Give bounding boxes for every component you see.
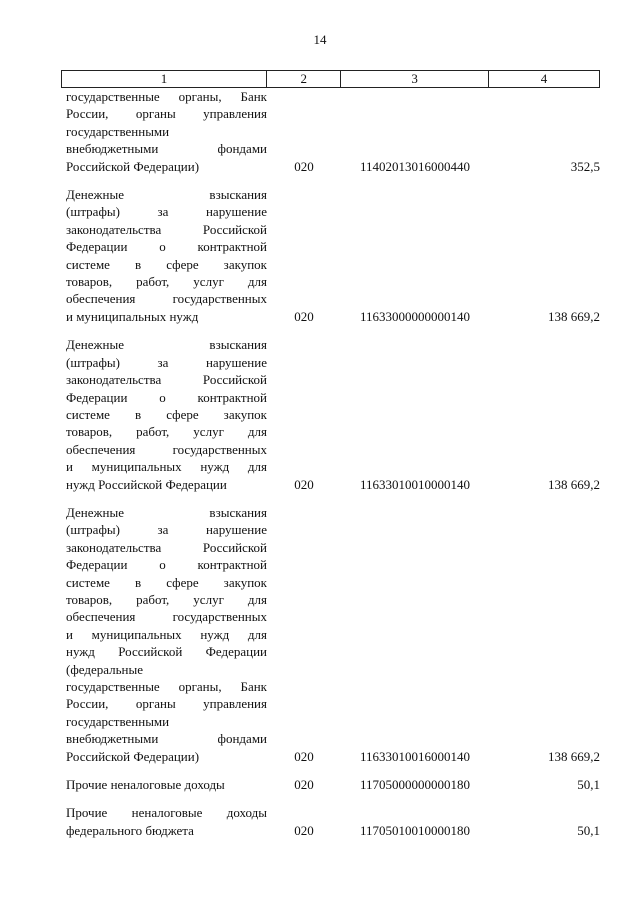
description-line: товаров, работ, услуг для — [66, 424, 267, 440]
row-code: 020 — [294, 476, 314, 492]
description-line: нужд Российской Федерации — [66, 476, 227, 492]
row-code: 020 — [294, 308, 314, 324]
row-code: 020 — [294, 158, 314, 174]
row-amount: 138 669,2 — [548, 308, 600, 324]
row-kbk: 11402013016000440 — [359, 158, 471, 174]
row-description — [61, 804, 267, 839]
column-header-1: 1 — [62, 71, 267, 88]
description-line: законодательства Российской — [66, 539, 267, 555]
description-line: нужд Российской Федерации — [66, 644, 267, 660]
row-amount: 138 669,2 — [548, 476, 600, 492]
description-line: государственными — [66, 713, 170, 729]
description-line: обеспечения государственных — [66, 609, 267, 625]
row-description — [61, 186, 267, 325]
description-line: России, органы управления — [66, 106, 267, 122]
description-line: системе в сфере закупок — [66, 256, 267, 272]
description-line: внебюджетными фондами — [66, 731, 267, 747]
description-line: (штрафы) за нарушение — [66, 522, 267, 538]
column-header-4: 4 — [488, 71, 599, 88]
description-line: законодательства Российской — [66, 221, 267, 237]
row-kbk: 11633010010000140 — [359, 476, 471, 492]
description-line: Прочие неналоговые доходы — [66, 805, 267, 821]
table-row — [61, 336, 600, 493]
description-line: внебюджетными фондами — [66, 141, 267, 157]
row-kbk: 11633000000000140 — [359, 308, 471, 324]
column-header-3: 3 — [341, 71, 489, 88]
page-number: 14 — [313, 32, 327, 47]
description-line: (федеральные — [66, 661, 143, 677]
row-description — [61, 336, 267, 493]
description-line: Денежные взыскания — [66, 504, 267, 520]
row-description — [61, 88, 267, 175]
description-line: и муниципальных нужд для — [66, 626, 267, 642]
row-code: 020 — [294, 777, 314, 793]
description-line: обеспечения государственных — [66, 291, 267, 307]
description-line: государственные органы, Банк — [66, 89, 267, 104]
description-line: Прочие неналоговые доходы — [66, 777, 225, 793]
description-line: и муниципальных нужд для — [66, 459, 267, 475]
description-line: федерального бюджета — [66, 822, 194, 838]
description-line: системе в сфере закупок — [66, 574, 267, 590]
description-line: Федерации о контрактной — [66, 239, 267, 255]
row-kbk: 11633010016000140 — [359, 748, 471, 764]
row-code: 020 — [294, 822, 314, 838]
description-line: и муниципальных нужд — [66, 308, 199, 324]
description-line: системе в сфере закупок — [66, 406, 267, 422]
description-line: Российской Федерации) — [66, 748, 200, 764]
table-row — [61, 186, 600, 325]
row-description — [61, 776, 267, 793]
description-line: Российской Федерации) — [66, 158, 200, 174]
row-code: 020 — [294, 748, 314, 764]
description-line: (штрафы) за нарушение — [66, 204, 267, 220]
description-line: товаров, работ, услуг для — [66, 274, 267, 290]
description-line: Денежные взыскания — [66, 187, 267, 203]
description-line: (штрафы) за нарушение — [66, 354, 267, 370]
description-line: Федерации о контрактной — [66, 389, 267, 405]
row-description — [61, 504, 267, 765]
row-amount: 352,5 — [570, 158, 600, 174]
table-row — [61, 776, 600, 793]
row-amount: 50,1 — [577, 822, 600, 838]
description-line: Денежные взыскания — [66, 337, 267, 353]
column-header-table — [61, 70, 600, 88]
description-line: законодательства Российской — [66, 372, 267, 388]
row-amount: 50,1 — [577, 777, 600, 793]
table-row — [61, 504, 600, 765]
description-line: обеспечения государственных — [66, 441, 267, 457]
description-line: Федерации о контрактной — [66, 557, 267, 573]
description-line: государственные органы, Банк — [66, 679, 267, 694]
table-row — [61, 804, 600, 839]
row-kbk: 11705010010000180 — [359, 822, 471, 838]
table-body — [61, 88, 600, 839]
table-row — [61, 88, 600, 175]
description-line: государственными — [66, 123, 170, 139]
description-line: России, органы управления — [66, 696, 267, 712]
column-header-2: 2 — [267, 71, 341, 88]
row-kbk: 11705000000000180 — [359, 777, 471, 793]
description-line: товаров, работ, услуг для — [66, 591, 267, 607]
row-amount: 138 669,2 — [548, 748, 600, 764]
